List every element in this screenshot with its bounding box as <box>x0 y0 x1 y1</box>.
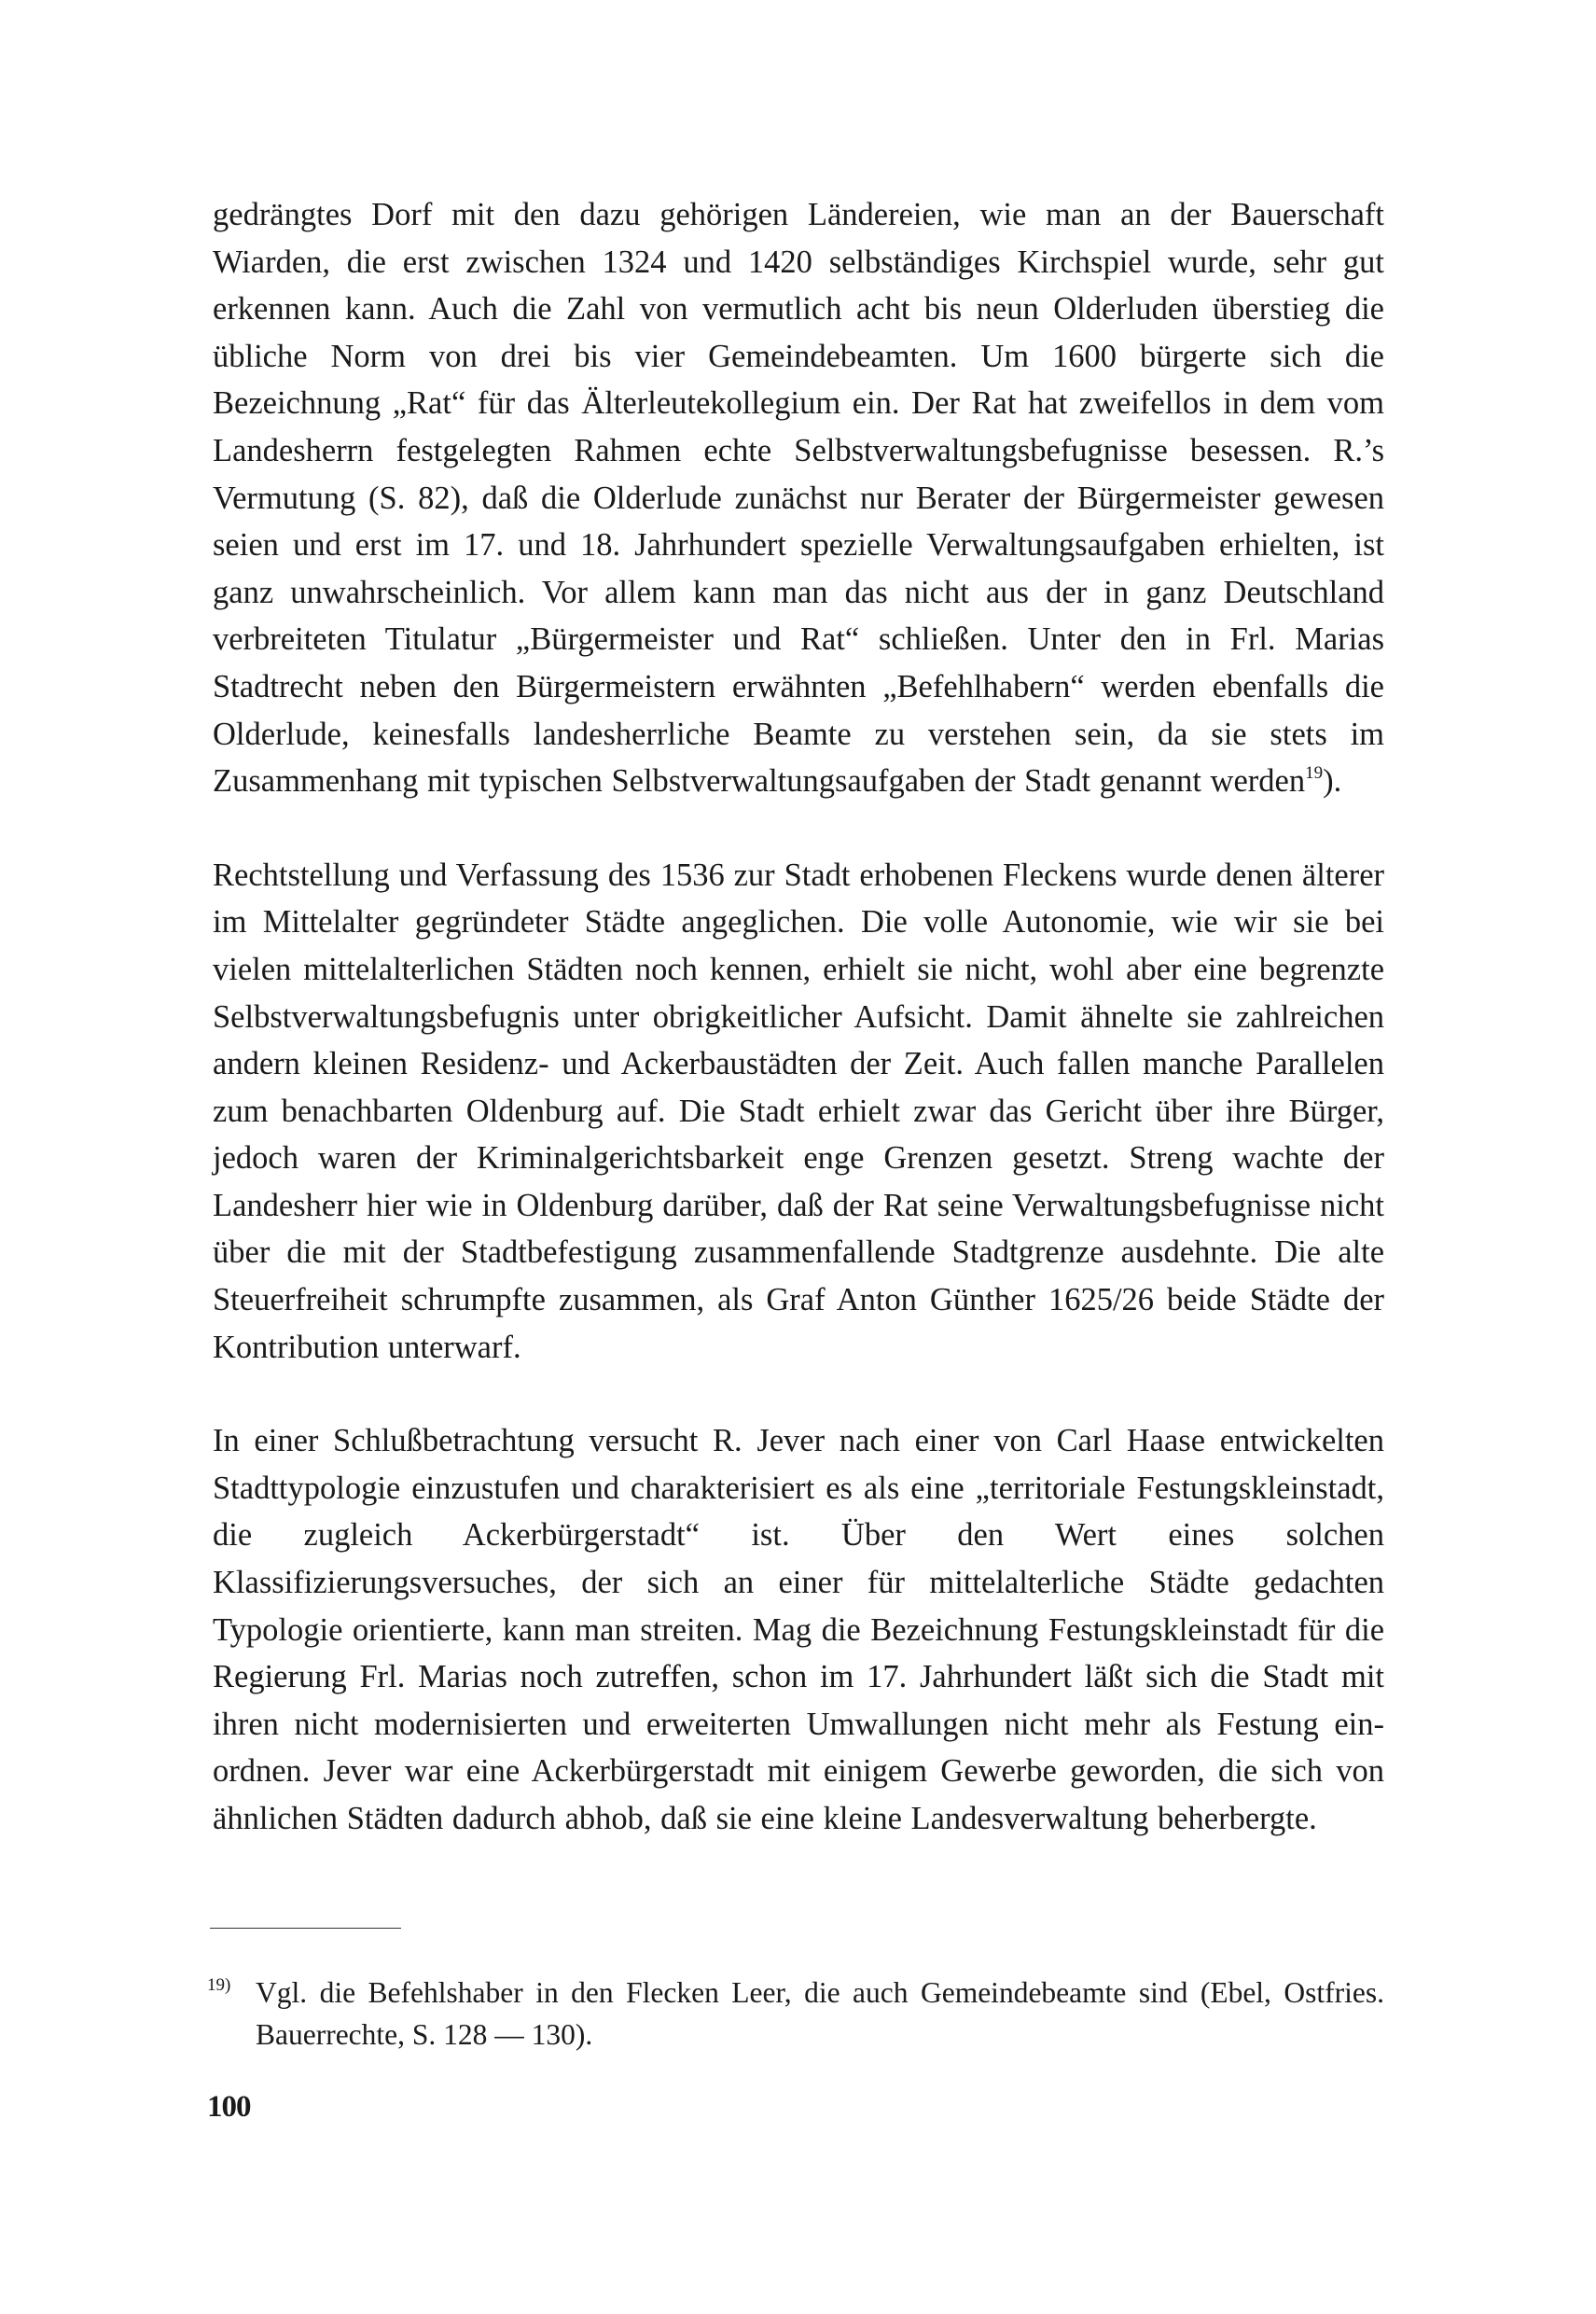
text-line: denen älterer im Mittelalter gegründeter Städte angeglichen. Die volle <box>213 857 1385 941</box>
paragraph-3 <box>213 1417 1384 1842</box>
text-line: bis neun Olderluden überstieg die übliche Norm von drei bis vier Gemeinde <box>213 291 1384 374</box>
main-text <box>213 191 1384 1843</box>
text-line: zusammen, als Graf Anton Günther 1625/26 beide Städte der Kontribution <box>213 1282 1385 1365</box>
text-line: und erst im 17. und 18. Jahrhundert spezielle Verwaltungsaufgaben erhiel <box>292 527 1293 564</box>
paragraph-1 <box>213 191 1384 805</box>
text-line: sammenfallende Stadtgrenze ausdehnte. Die alte Steuerfreiheit schrumpfte <box>213 1234 1385 1318</box>
text-line: Rechtstellung und Verfassung des 1536 zur Stadt erhobenen Fleckens wurde <box>213 857 1207 893</box>
footnote-line-last: (Ebel, Ostfries. Bauerrechte, S. 128 — 130). <box>256 1976 1385 2051</box>
text-line: modernisierten und erweiterten Umwallungen nicht mehr als Festung ein <box>374 1706 1385 1742</box>
footnote-19 <box>207 1972 1384 2056</box>
text-line: beamten. Um 1600 bürgerte sich die Bezeichnung „Rat“ für das Älterleute <box>213 338 1384 422</box>
text-line: Unter den in Frl. Marias Stadtrecht neben den Bürgermeistern erwähnten <box>213 621 1384 704</box>
text-line: gedrängtes Dorf mit den dazu gehörigen Ländereien, wie man an der <box>213 197 1212 232</box>
text-line: Mag die Bezeichnung Festungskleinstadt für die Regierung Frl. Marias noch <box>213 1611 1385 1695</box>
footnote-reference[interactable]: 19 <box>1305 762 1324 783</box>
text-line: kollegium ein. Der Rat hat zweifellos in dem vom Landesherrn festgelegten <box>213 385 1385 468</box>
text-line: Streng wachte der Landesherr hier wie in Oldenburg darüber, daß der Rat <box>213 1140 1384 1223</box>
text-line: die sich von ähnlichen Städten dadurch abhob, daß sie eine kleine Landes <box>213 1753 1384 1836</box>
page-number: 100 <box>207 2090 251 2124</box>
text-line: Bürger, jedoch waren der Kriminalgerichtsbarkeit enge Grenzen gesetzt. <box>213 1093 1384 1177</box>
text-line: entwickelten Stadttypologie einzustufen und charakterisiert es als eine <box>213 1423 1384 1506</box>
text-line: den Wert eines solchen Klassifizierungsversuches, der sich an einer für <box>213 1517 1384 1601</box>
text-line: „Befehlhabern“ werden ebenfalls die Olderlude, keinesfalls landesherrliche <box>213 668 1384 752</box>
text-line: ganz Deutschland verbreiteten Titulatur „Bürgermeister und Rat“ schließen. <box>213 574 1385 658</box>
text-line-last <box>611 763 1341 799</box>
footnote-line: Vgl. die Befehlshaber in den Flecken Leer, die auch Gemeindebeamte sind <box>256 1976 1188 2009</box>
text-line-last: verwaltung beherbergte. <box>1004 1801 1317 1836</box>
text-line: „territoriale Festungskleinstadt, die zugleich Ackerbürgerstadt“ ist. Über <box>213 1470 1384 1554</box>
text-line: ordnen. Jever war eine Ackerbürgerstadt mit einigem Gewerbe geworden, <box>213 1753 1205 1790</box>
text-line: Rahmen echte Selbstverwaltungsbefugnisse besessen. R.’s Vermutung (S. 82), <box>213 432 1384 516</box>
text-line: denz- und Ackerbaustädten der Zeit. Auch fallen manche Parallelen zum <box>213 1046 1384 1129</box>
text-line: ten, ist ganz unwahrscheinlich. Vor allem kann man das nicht aus der in <box>213 527 1384 610</box>
paragraph-2 <box>213 852 1384 1372</box>
footnote-text <box>207 1972 1384 2056</box>
text-fragment: ). <box>1323 763 1342 800</box>
text-line: Autonomie, wie wir sie bei vielen mittelalterlichen Städten noch kennen, <box>213 904 1384 987</box>
text-line: Bauerschaft Wiarden, die erst zwischen 1324 und 1420 selbständiges Kirch <box>213 197 1385 280</box>
footnote-number: 19 <box>207 1975 225 1995</box>
text-line: mittelalterliche Städte gedachten Typologie orientierte, kann man streiten. <box>213 1565 1385 1648</box>
text-line: Beamte zu verstehen sein, da sie stets im Zusammenhang mit typischen <box>213 716 1385 800</box>
text-line: obrigkeitlicher Aufsicht. Damit ähnelte sie zahlreichen andern kleinen Resi <box>213 998 1385 1082</box>
text-line: benachbarten Oldenburg auf. Die Stadt erhielt zwar das Gericht über ihre <box>281 1093 1276 1129</box>
text-line: erhielt sie nicht, wohl aber eine begrenzte Selbstverwaltungsbefugnis unter <box>213 951 1385 1035</box>
text-line: seine Verwaltungsbefugnisse nicht über die mit der Stadtbefestigung zu <box>213 1187 1385 1271</box>
footnote-marker <box>207 1964 230 2006</box>
text-line: daß die Olderlude zunächst nur Berater der Bürgermeister gewesen seien <box>213 480 1385 564</box>
footnote-divider <box>210 1928 401 1929</box>
text-fragment: Selbstverwaltungsaufgaben der Stadt genannt werden <box>611 763 1306 800</box>
text-line: In einer Schlußbetrachtung versucht R. Jever nach einer von Carl Haase <box>213 1423 1206 1459</box>
text-line-last: unterwarf. <box>387 1329 521 1365</box>
footnote-paren: ) <box>225 1975 231 1995</box>
text-line: zutreffen, schon im 17. Jahrhundert läßt sich die Stadt mit ihren nicht <box>213 1659 1384 1742</box>
text-line: spiel wurde, sehr gut erkennen kann. Auch die Zahl von vermutlich acht <box>213 244 1384 328</box>
